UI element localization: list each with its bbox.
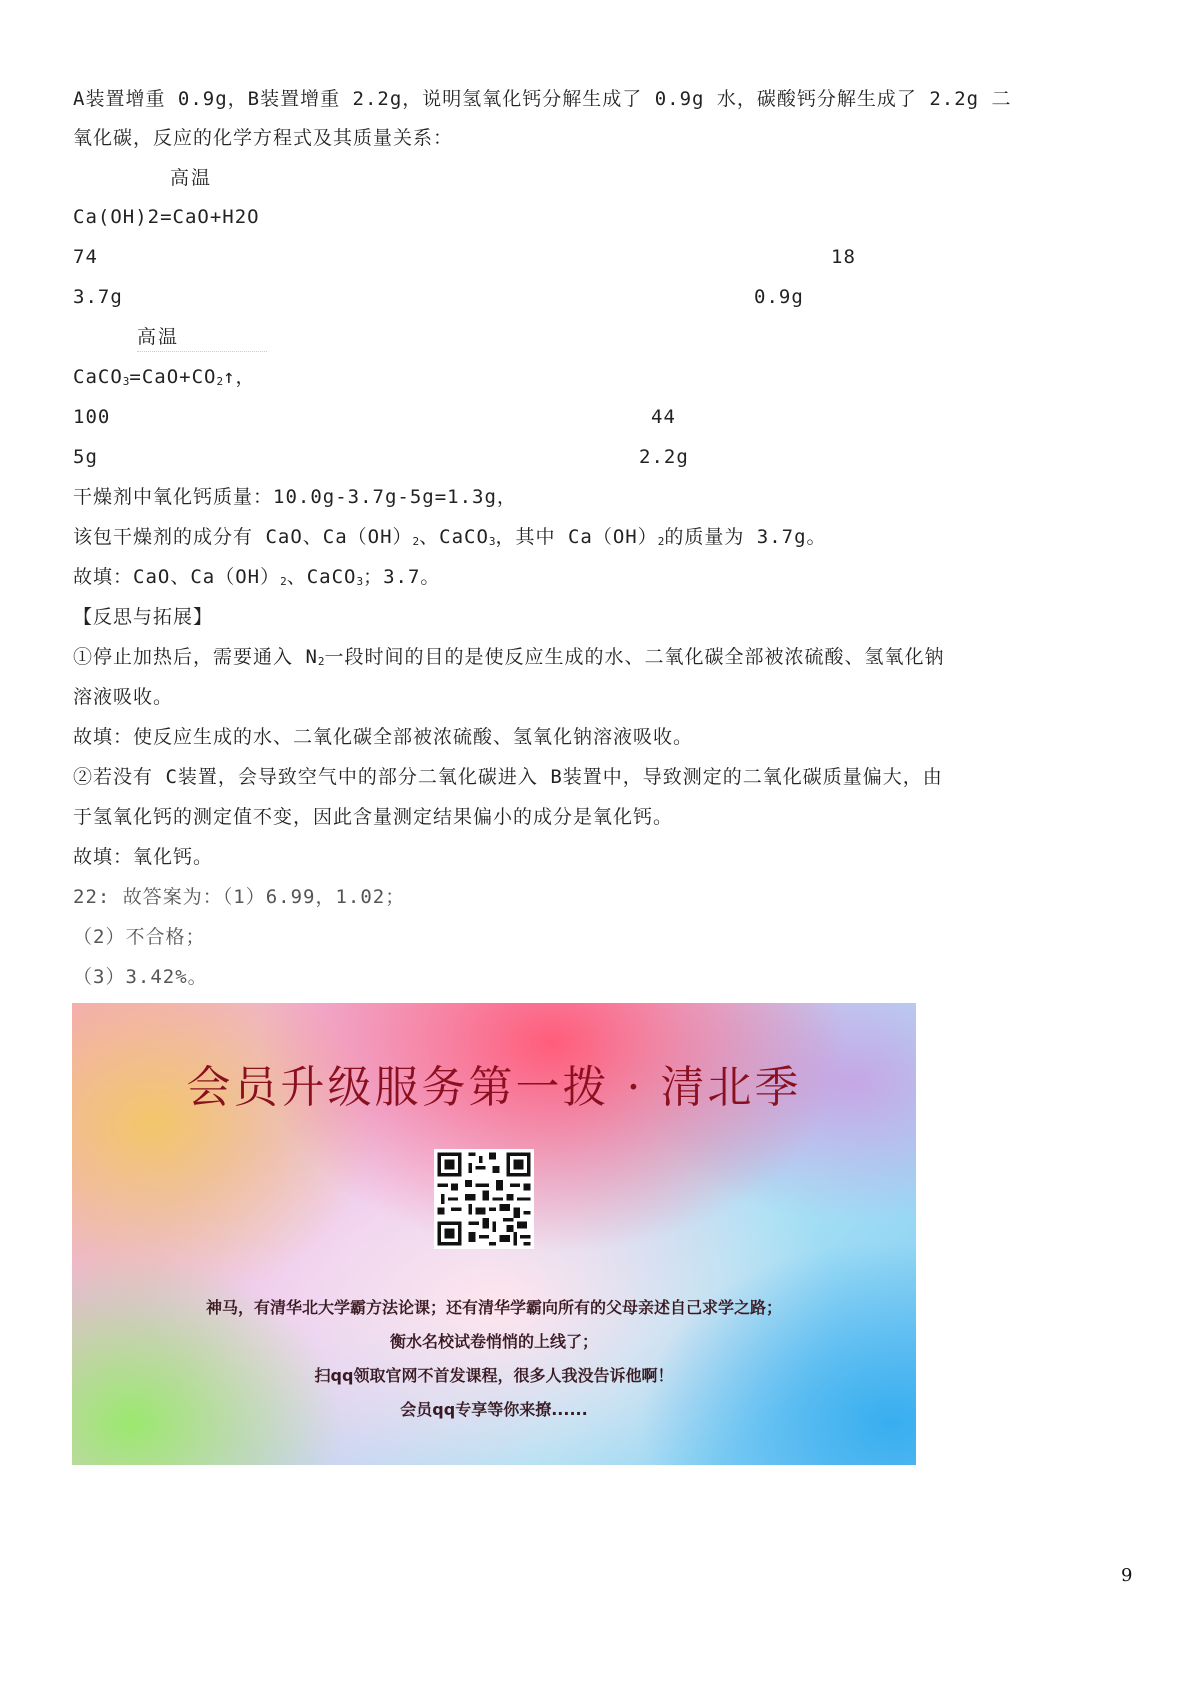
mass-line bbox=[73, 443, 689, 471]
text-line bbox=[73, 124, 453, 152]
text-span: A装置增重 0.9g，B装置增重 2.2g，说明氢氧化钙分解生成了 0.9g 水，碳酸钙分解生成了 2.2g 二 bbox=[73, 88, 1012, 110]
text-line bbox=[73, 643, 945, 676]
page-number: 9 bbox=[1121, 1565, 1133, 1586]
text-line bbox=[73, 523, 827, 556]
subscript: 2 bbox=[657, 535, 665, 548]
text-line bbox=[73, 723, 693, 751]
text-span: 【反思与拓展】 bbox=[73, 606, 214, 628]
text-span: 故填：氧化钙。 bbox=[73, 846, 214, 868]
text-span: 溶液吸收。 bbox=[73, 686, 174, 708]
text-span: 高温 bbox=[137, 326, 180, 348]
promo-banner bbox=[72, 1003, 916, 1465]
text-span: 、CaCO bbox=[286, 566, 357, 588]
molar-mass: 74 bbox=[73, 246, 98, 268]
text-span: 的质量为 3.7g。 bbox=[664, 526, 827, 548]
mass-value: 2.2g bbox=[639, 446, 689, 468]
equation bbox=[73, 203, 260, 231]
section-heading bbox=[73, 603, 213, 631]
answer-line bbox=[73, 923, 205, 951]
text-span: ；3.7。 bbox=[363, 566, 441, 588]
text-line bbox=[73, 563, 440, 596]
answer-line bbox=[73, 963, 208, 991]
text-span: CaCO bbox=[73, 366, 123, 388]
equation bbox=[73, 363, 256, 396]
text-span: ，其中 Ca（OH） bbox=[495, 526, 658, 548]
banner-title: 会员升级服务第一拨 · 清北季 bbox=[186, 1062, 802, 1113]
mass-line bbox=[73, 243, 856, 271]
reaction-condition bbox=[170, 164, 212, 192]
molar-mass: 100 bbox=[73, 406, 111, 428]
text-span: 22: 故答案为：（1）6.99，1.02； bbox=[73, 886, 406, 908]
molar-mass: 44 bbox=[651, 406, 676, 428]
subscript: 2 bbox=[280, 575, 287, 588]
text-span: Ca(OH)2=CaO+H2O bbox=[73, 206, 260, 228]
mass-value: 3.7g bbox=[73, 286, 123, 308]
text-span: （2）不合格； bbox=[73, 926, 206, 948]
reaction-condition bbox=[137, 323, 267, 352]
subscript: 3 bbox=[122, 375, 130, 388]
text-span: 干燥剂中氧化钙质量：10.0g-3.7g-5g=1.3g， bbox=[73, 486, 517, 508]
subscript: 2 bbox=[412, 535, 420, 548]
subscript: 2 bbox=[317, 655, 325, 668]
subscript: 3 bbox=[488, 535, 496, 548]
promo-line: 会员qq专享等你来撩...... bbox=[400, 1400, 588, 1419]
promo-line: 扫qq领取官网不首发课程，很多人我没告诉他啊！ bbox=[314, 1366, 674, 1385]
mass-line bbox=[73, 403, 676, 431]
answer-line bbox=[73, 883, 405, 911]
mass-value: 0.9g bbox=[754, 286, 804, 308]
text-span: =CaO+CO bbox=[129, 366, 217, 388]
mass-value: 5g bbox=[73, 446, 98, 468]
text-span: ①停止加热后，需要通入 N bbox=[73, 646, 318, 668]
text-span: 于氢氧化钙的测定值不变，因此含量测定结果偏小的成分是氧化钙。 bbox=[73, 806, 674, 828]
text-line bbox=[73, 803, 673, 831]
text-line bbox=[73, 763, 943, 791]
promo-line: 衡水名校试卷悄悄的上线了； bbox=[389, 1332, 598, 1351]
text-span: 一段时间的目的是使反应生成的水、二氧化碳全部被浓硫酸、氢氧化钠 bbox=[324, 646, 945, 668]
text-span: ↑， bbox=[223, 366, 256, 388]
subscript: 2 bbox=[216, 375, 224, 388]
mass-line bbox=[73, 283, 804, 311]
text-line bbox=[73, 85, 1012, 113]
text-line bbox=[73, 683, 173, 711]
qr-code-icon[interactable] bbox=[434, 1149, 534, 1249]
text-line bbox=[73, 483, 517, 511]
text-span: 故填：CaO、Ca（OH） bbox=[73, 566, 281, 588]
subscript: 3 bbox=[356, 575, 364, 588]
promo-line: 神马，有清华北大学霸方法论课；还有清华学霸向所有的父母亲述自己求学之路； bbox=[205, 1298, 782, 1317]
text-span: 故填：使反应生成的水、二氧化碳全部被浓硫酸、氢氧化钠溶液吸收。 bbox=[73, 726, 694, 748]
text-span: 氧化碳，反应的化学方程式及其质量关系： bbox=[73, 127, 454, 149]
text-span: 、CaCO bbox=[419, 526, 489, 548]
text-span: 该包干燥剂的成分有 CaO、Ca（OH） bbox=[73, 526, 413, 548]
text-span: ②若没有 C装置，会导致空气中的部分二氧化碳进入 B装置中，导致测定的二氧化碳质量偏大，由 bbox=[73, 766, 943, 788]
molar-mass: 18 bbox=[831, 246, 856, 268]
text-line bbox=[73, 843, 213, 871]
text-span: 高温 bbox=[170, 167, 213, 189]
text-span: （3）3.42%。 bbox=[73, 966, 208, 988]
